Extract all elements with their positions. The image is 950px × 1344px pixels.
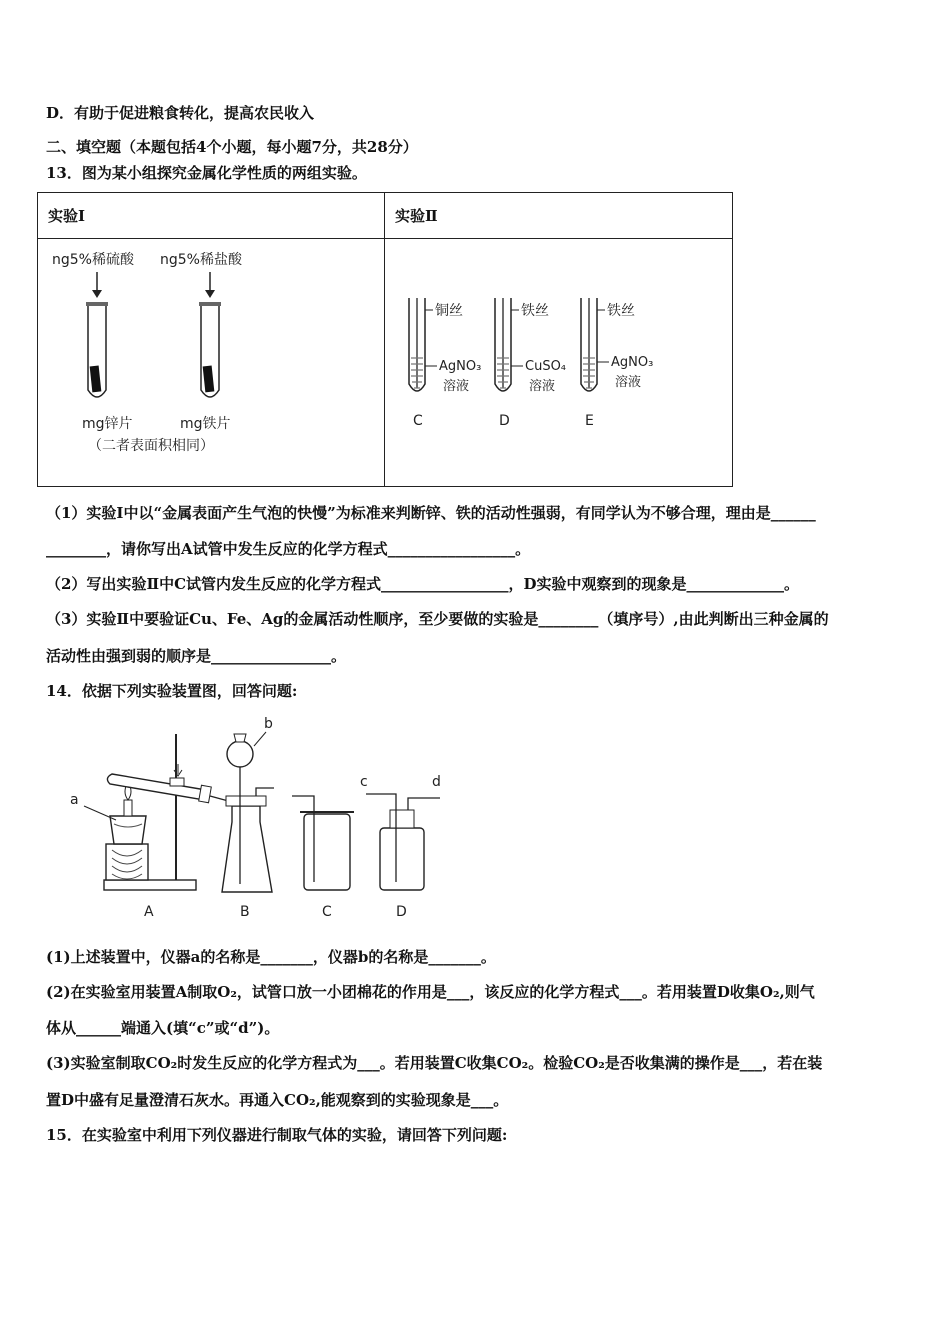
q13-title: 13．图为某小组探究金属化学性质的两组实验。: [46, 164, 367, 182]
short-tube-d: [408, 798, 440, 810]
conical-flask: [222, 806, 272, 892]
apparatus-figure: [60, 712, 460, 927]
tube-e-label: E: [585, 413, 594, 429]
label-a: a: [70, 792, 79, 808]
label-c: c: [360, 774, 368, 790]
q13-part3-line2: 活动性由强到弱的顺序是________________。: [46, 647, 347, 665]
q14-part1: (1)上述装置中，仪器a的名称是_______，仪器b的名称是_______。: [46, 948, 496, 966]
q14-part2-line1: (2)在实验室用装置A制取O₂，试管口放一小团棉花的作用是___，该反应的化学方程式___。若用装置D收集O₂,则气: [46, 983, 815, 1001]
exp1-header: 实验Ⅰ: [38, 193, 384, 239]
exp1-figure: [38, 240, 384, 486]
caption-c: C: [322, 904, 332, 920]
exp2-figure: [385, 240, 732, 486]
experiment-table: [37, 192, 733, 487]
stopper-a: [199, 785, 212, 802]
funnel-top: [234, 734, 246, 742]
label-b: b: [264, 716, 273, 732]
caption-b: B: [240, 904, 250, 920]
label-b-pointer: [254, 732, 266, 746]
q14-part3-line1: (3)实验室制取CO₂时发生反应的化学方程式为___。若用装置C收集CO₂。检验CO₂是否收集满的操作是___，若在装: [46, 1054, 823, 1072]
stopper-d: [390, 810, 414, 828]
q14-title: 14．依据下列实验装置图，回答问题:: [46, 682, 298, 700]
sol-e-liquid: 溶液: [615, 375, 642, 390]
q13-part1-line1: （1）实验Ⅰ中以“金属表面产生气泡的快慢”为标准来判断锌、铁的活动性强弱，有同学认为不够合理，理由是______: [46, 504, 816, 522]
iron-stand-base: [104, 880, 196, 890]
sol-e-label: AgNO₃: [611, 355, 654, 370]
acid2-label: ng5%稀盐酸: [160, 252, 242, 268]
heated-test-tube: [107, 774, 206, 800]
clamp: [170, 778, 184, 786]
tube-1-rim: [86, 302, 108, 306]
q13-part3-line1: （3）实验Ⅱ中要验证Cu、Fe、Ag的金属活动性顺序，至少要做的实验是________（填序号）,由此判断出三种金属的: [46, 610, 829, 628]
sol-c-label: AgNO₃: [439, 359, 482, 374]
gas-jar-c: [304, 814, 350, 890]
q13-part2: （2）写出实验Ⅱ中C试管内发生反应的化学方程式_________________，D实验中观察到的现象是_____________。: [46, 575, 800, 593]
exp2-header: 实验Ⅱ: [385, 193, 732, 239]
caption-d: D: [396, 904, 407, 920]
caption-a: A: [144, 904, 154, 920]
tube-2-rim: [199, 302, 221, 306]
q14-part3-line2: 置D中盛有足量澄清石灰水。再通入CO₂,能观察到的实验现象是___。: [46, 1091, 509, 1109]
wire-e-label: 铁丝: [607, 303, 635, 319]
q14-part2-line2: 体从______端通入(填“c”或“d”)。: [46, 1019, 280, 1037]
long-neck-funnel-bulb: [227, 741, 253, 767]
arrow-2-head: [205, 290, 215, 298]
wire-d-label: 铁丝: [521, 303, 549, 319]
tube-c-label: C: [413, 413, 423, 429]
arrow-1-head: [92, 290, 102, 298]
q13-part1-line2: ________，请你写出A试管中发生反应的化学方程式_________________。: [46, 540, 531, 558]
sol-c-liquid: 溶液: [443, 379, 470, 394]
label-d: d: [432, 774, 441, 790]
stopper-b: [226, 796, 266, 806]
acid1-label: ng5%稀硫酸: [52, 252, 134, 268]
q15-title: 15．在实验室中利用下列仪器进行制取气体的实验，请回答下列问题:: [46, 1126, 508, 1144]
zinc-strip: [90, 366, 102, 393]
sol-d-label: CuSO₄: [525, 359, 567, 374]
metal1-label: mg锌片: [82, 416, 133, 432]
metal2-label: mg铁片: [180, 416, 231, 432]
option-d: D．有助于促进粮食转化，提高农民收入: [46, 104, 315, 122]
wire-c-label: 铜丝: [435, 303, 463, 319]
gas-bottle-d: [380, 828, 424, 890]
section-heading: 二、填空题（本题包括4个小题，每小题7分，共28分）: [46, 138, 418, 156]
sol-d-liquid: 溶液: [529, 379, 556, 394]
iron-strip: [203, 366, 215, 393]
label-a-pointer: [84, 806, 116, 820]
delivery-tube-b: [256, 788, 274, 796]
area-note: （二者表面积相同）: [88, 438, 214, 454]
lamp-neck: [124, 800, 132, 816]
tube-d-label: D: [499, 413, 510, 429]
